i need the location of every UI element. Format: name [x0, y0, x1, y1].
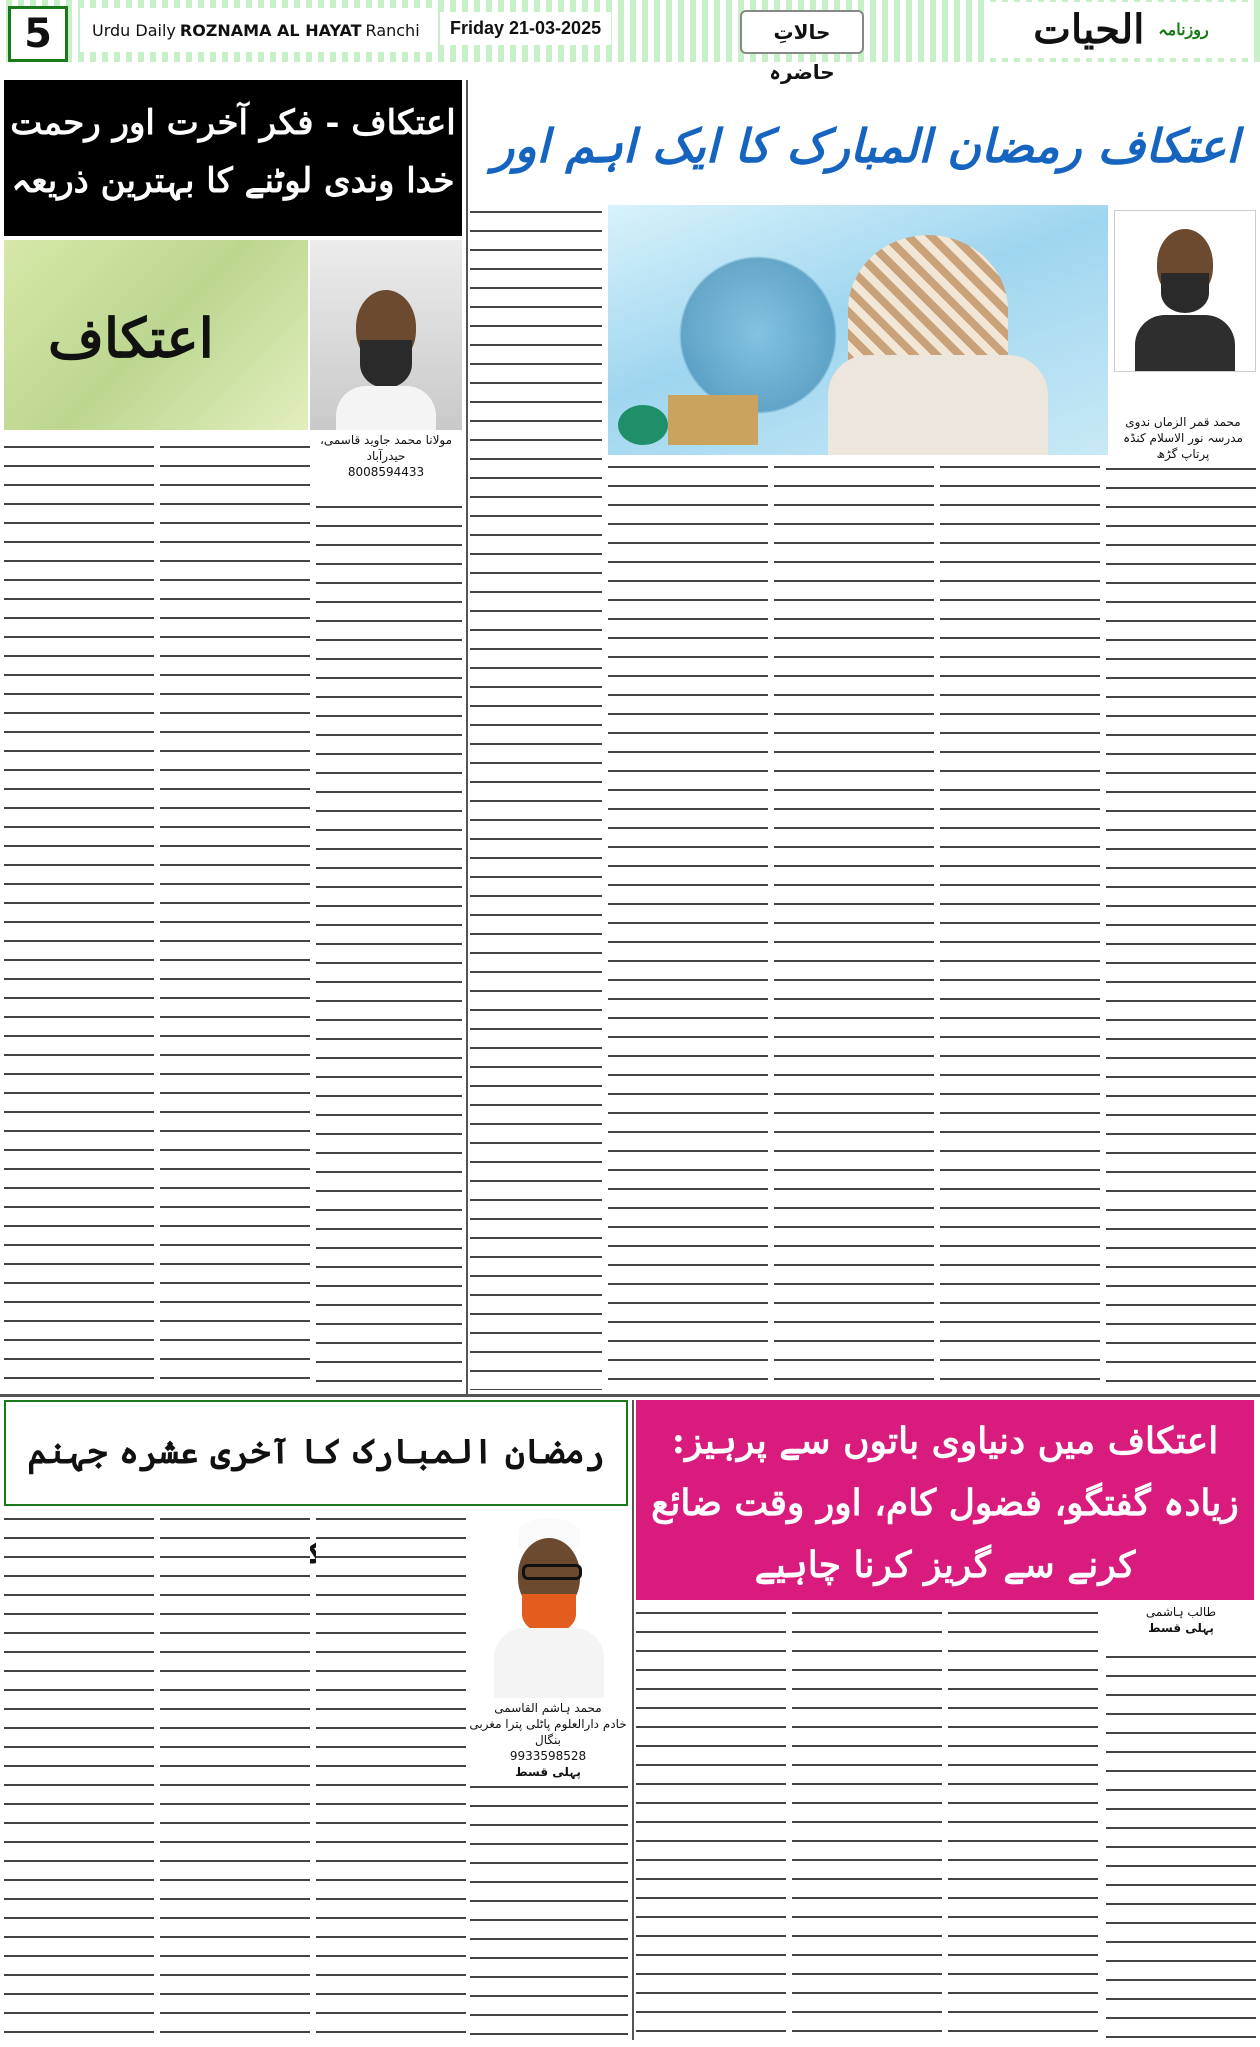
- shirt-icon: [1135, 315, 1235, 371]
- body-column: [1106, 462, 1256, 1390]
- body-column: [4, 1512, 154, 2042]
- issue-date: Friday 21-03-2025: [440, 12, 611, 45]
- body-column: [940, 460, 1100, 1390]
- column-divider: [632, 1400, 634, 2040]
- page-number: 5: [8, 6, 68, 62]
- section-divider: [0, 1394, 1260, 1397]
- itikaf-illustration: [4, 240, 308, 430]
- logo-text: الحیات: [1033, 6, 1145, 53]
- body-column: [1106, 1650, 1256, 2042]
- author-photo-bottom: [470, 1508, 628, 1698]
- body-column: [948, 1606, 1098, 2042]
- quran-icon: [668, 395, 758, 445]
- bottom-left-author-org: خادم دارالعلوم پاٹلی پترا مغربی بنگال: [469, 1717, 627, 1747]
- body-column: [792, 1606, 942, 2042]
- logo-prefix: روزنامہ: [1158, 20, 1209, 39]
- paper-name-prefix: Urdu Daily: [92, 20, 176, 40]
- itikaf-image-text: اعتکاف: [48, 306, 214, 370]
- bottom-right-author-name: طالب ہاشمی: [1145, 1605, 1217, 1619]
- body-column: [160, 1512, 310, 2042]
- author-photo-left: [310, 240, 462, 430]
- left-author-caption: [310, 432, 462, 480]
- main-author-name: محمد قمر الزماں ندوی: [1125, 415, 1241, 429]
- bowl-icon: [618, 405, 668, 445]
- paper-name: ROZNAMA AL HAYAT: [179, 20, 362, 40]
- body-column: [470, 205, 602, 1390]
- body-column: [774, 460, 934, 1390]
- bottom-right-headline: اعتکاف میں دنیاوی باتوں سے پرہیز: زیادہ گفتگو، فضول کام، اور وقت ضائع کرنے سے گریز کرنا چاہیے: [636, 1400, 1254, 1600]
- body-column: [316, 1512, 466, 2042]
- left-headline: اعتکاف - فکر آخرت اور رحمت خدا وندی لوٹنے کا بہترین ذریعہ: [4, 80, 462, 236]
- bottom-left-author-phone: 9933598528: [509, 1749, 587, 1763]
- beard-icon: [1161, 273, 1209, 313]
- bottom-left-headline: رمضان المبارک کا آخری عشرہ جہنم: [4, 1400, 628, 1506]
- bottom-right-author-caption: [1106, 1604, 1256, 1636]
- main-article-photo: [608, 205, 1108, 455]
- masthead: [0, 0, 1260, 84]
- bottom-left-author-name: محمد ہاشم القاسمی: [494, 1701, 602, 1715]
- column-divider: [466, 80, 468, 1394]
- shirt-icon: [336, 386, 436, 430]
- newspaper-logo: [990, 2, 1252, 58]
- body-column: [608, 460, 768, 1390]
- beard-icon: [360, 340, 412, 388]
- body-column: [636, 1606, 786, 2042]
- main-headline: اعتکاف رمضان المبارک کا ایک اہم اور: [492, 119, 1239, 173]
- paper-city: Ranchi: [365, 20, 420, 40]
- body-column: [4, 440, 154, 1390]
- glasses-icon: [522, 1564, 582, 1580]
- author-photo-main: [1114, 210, 1256, 372]
- body-column: [316, 500, 462, 1390]
- left-author-phone: 8008594433: [347, 465, 425, 479]
- robe-icon: [828, 355, 1048, 455]
- body-column: [470, 1780, 628, 2042]
- bottom-right-installment: پہلی قسط: [1148, 1621, 1214, 1635]
- paper-info: [80, 8, 432, 52]
- bottom-left-installment: پہلی قسط: [515, 1765, 581, 1779]
- body-column: [160, 440, 310, 1390]
- shirt-icon: [494, 1628, 604, 1698]
- main-author-org: مدرسہ نور الاسلام کنڈہ پرتاپ گڑھ: [1123, 431, 1243, 461]
- left-author-name: مولانا محمد جاوید قاسمی، حیدرآباد: [319, 433, 453, 463]
- section-label: حالاتِ حاضرہ: [740, 10, 864, 54]
- bottom-left-author-caption: [468, 1700, 628, 1780]
